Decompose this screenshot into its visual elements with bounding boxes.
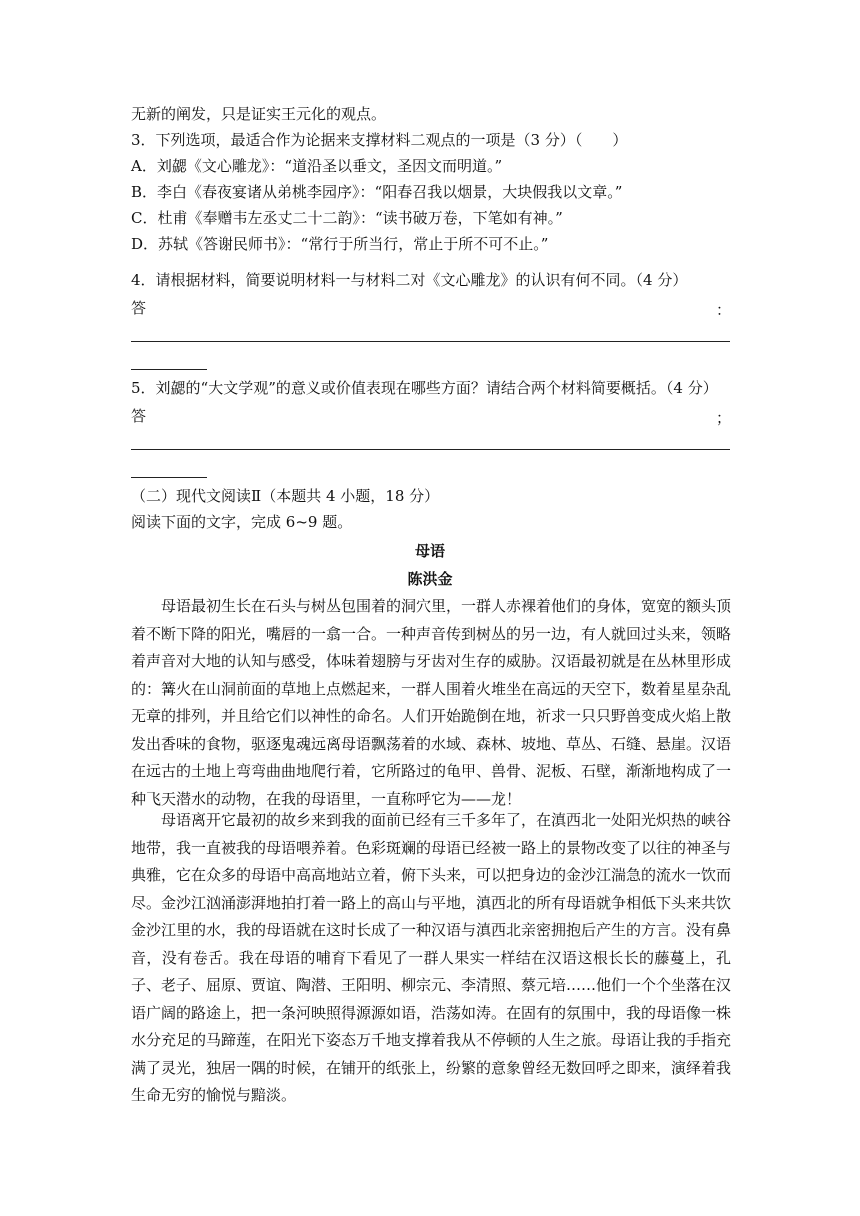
option-a: A．刘勰《文心雕龙》：“道沿圣以垂文，圣因文而明道。” (131, 157, 503, 175)
instruction: 阅读下面的文字，完成 6~9 题。 (131, 513, 353, 531)
article-paragraph-1: 母语最初生长在石头与树丛包围着的洞穴里，一群人赤裸着他们的身体，宽宽的额头顶着不断下降的阳光，嘴唇的一翕一合。一种声音传到树丛的另一边，有人就回过头来，领略着声音对大地的认知与感受，体味着翅膀与牙齿对生存的威胁。汉语最初就是在丛林里形成的：篝火在山洞前面的草地上点燃起来，一群人围着火堆坐在高远的天空下，数着星星杂乱无章的排列，并且给它们以神性的命名。人们开始跪倒在地，祈求一只只野兽变成火焰上散发出香味的食物，驱逐鬼魂远离母语飘荡着的水域、森林、坡地、草丛、石缝、悬崖。汉语在远古的土地上弯弯曲曲地爬行着，它所路过的龟甲、兽骨、泥板、石壁，渐渐地构成了一种飞天潜水的动物，在我的母语里，一直称呼它为——龙！ (131, 597, 732, 808)
answer-label-4: 答 (131, 299, 147, 317)
question-5: 5．刘勰的“大文学观”的意义或价值表现在哪些方面？请结合两个材料简要概括。（4 分） (131, 379, 718, 397)
answer-line-4b[interactable] (131, 369, 207, 370)
article-title: 母语 (414, 542, 445, 560)
answer-label-5: 答 (131, 407, 147, 425)
answer-colon-4: ： (716, 301, 732, 319)
option-c: C．杜甫《奉赠韦左丞丈二十二韵》：“读书破万卷，下笔如有神。” (131, 209, 563, 227)
question-4: 4．请根据材料，简要说明材料一与材料二对《文心雕龙》的认识有何不同。（4 分） (131, 271, 688, 289)
answer-colon-5: ； (716, 409, 732, 427)
option-b: B．李白《春夜宴诸从弟桃李园序》：“阳春召我以烟景，大块假我以文章。” (131, 183, 623, 201)
question-3: 3．下列选项，最适合作为论据来支撑材料二观点的一项是（3 分）（ ） (131, 131, 628, 149)
section-heading: （二）现代文阅读Ⅱ（本题共 4 小题，18 分） (131, 487, 440, 505)
answer-line-5b[interactable] (131, 477, 207, 478)
article-paragraph-2: 母语离开它最初的故乡来到我的面前已经有三千多年了，在滇西北一处阳光炽热的峡谷地带，我一直被我的母语喂养着。色彩斑斓的母语已经被一路上的景物改变了以往的神圣与典雅，它在众多的母语中高高地站立着，俯下头来，可以把身边的金沙江湍急的流水一饮而尽。金沙江汹涌澎湃地拍打着一路上的高山与平地，滇西北的所有母语就争相低下头来共饮金沙江里的水，我的母语就在这时长成了一种汉语与滇西北亲密拥抱后产生的方言。没有鼻音，没有卷舌。我在母语的哺育下看见了一群人果实一样结在汉语这根长长的藤蔓上，孔子、老子、屈原、贾谊、陶潜、王阳明、柳宗元、李清照、蔡元培……他们一个个坐落在汉语广阔的路途上，把一条河映照得源源如语，浩荡如涛。在固有的氛围中，我的母语像一株水分充足的马蹄莲，在阳光下姿态万千地支撑着我从不停顿的人生之旅。母语让我的手指充满了灵光，独居一隅的时候，在铺开的纸张上，纷繁的意象曾经无数回呼之即来，演绎着我生命无穷的愉悦与黯淡。 (131, 811, 732, 1104)
option-d: D．苏轼《答谢民师书》：“常行于所当行，常止于所不可不止。” (131, 235, 549, 253)
answer-line-5a[interactable] (131, 449, 730, 450)
article-author: 陈洪金 (407, 570, 453, 588)
text-line: 无新的阐发，只是证实王元化的观点。 (131, 105, 387, 123)
answer-line-4a[interactable] (131, 341, 730, 342)
